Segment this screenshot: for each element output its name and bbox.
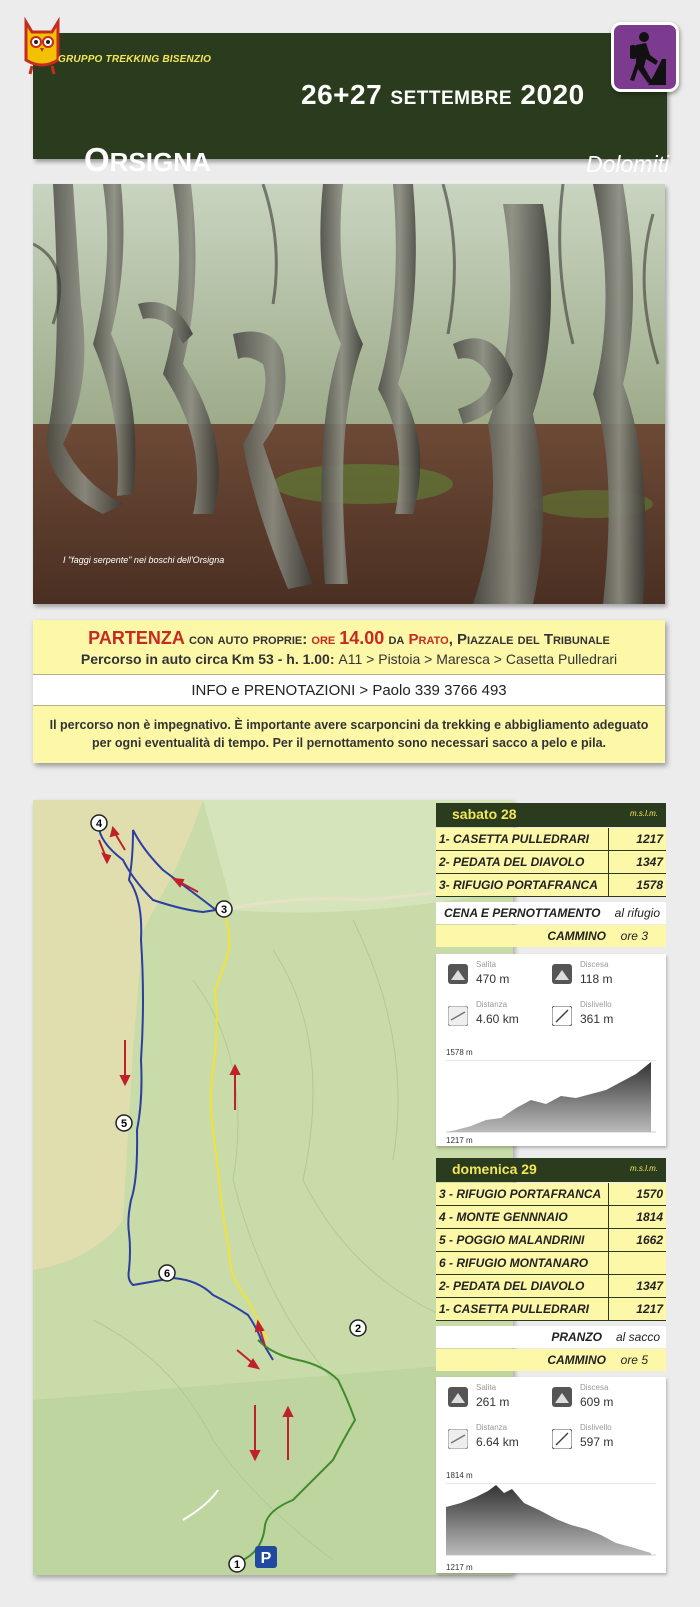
day2-header bbox=[436, 1158, 666, 1182]
distance-icon bbox=[448, 1006, 468, 1026]
map-marker-5 bbox=[116, 1115, 132, 1131]
day1-header bbox=[436, 803, 666, 827]
table-row: 5 - POGGIO MALANDRINI 1662 bbox=[436, 1229, 666, 1252]
walk-time-day2: CAMMINO ore 5 bbox=[436, 1349, 666, 1371]
table-row: 6 - RIFUGIO MONTANARO bbox=[436, 1252, 666, 1275]
table-row: 2- PEDATA DEL DIAVOLO 1347 bbox=[436, 851, 666, 874]
hiker-icon bbox=[614, 25, 676, 89]
svg-text:3: 3 bbox=[220, 904, 228, 916]
svg-text:5: 5 bbox=[120, 1118, 128, 1130]
map-marker-3 bbox=[216, 901, 232, 917]
dinner-info: CENA E PERNOTTAMENTO al rifugio bbox=[436, 902, 666, 924]
elevation-gain-icon bbox=[552, 1006, 572, 1026]
svg-text:4: 4 bbox=[95, 818, 103, 830]
descent-icon bbox=[552, 964, 572, 984]
day2-stats-card: Salita 261 m Discesa 609 m Distanza 6.64 km Dislivello 597 m 1814 m 1217 m bbox=[436, 1377, 666, 1573]
map-marker-1 bbox=[229, 1556, 245, 1572]
svg-text:1: 1 bbox=[233, 1559, 241, 1571]
svg-text:2: 2 bbox=[354, 1323, 362, 1335]
info-box bbox=[33, 620, 665, 763]
owl-logo-icon bbox=[18, 16, 66, 76]
table-row: 2- PEDATA DEL DIAVOLO 1347 bbox=[436, 1275, 666, 1298]
elevation-gain-icon bbox=[552, 1429, 572, 1449]
header-banner bbox=[33, 33, 670, 178]
elevation-unit: m.s.l.m. bbox=[630, 1164, 658, 1173]
svg-text:P: P bbox=[260, 1550, 272, 1567]
walk-time-day1: CAMMINO ore 3 bbox=[436, 925, 666, 947]
elevation-profile-day2 bbox=[446, 1483, 656, 1559]
elevation-profile-day1 bbox=[446, 1060, 656, 1136]
photo-caption: I "faggi serpente" nei boschi dell'Orsigna bbox=[63, 555, 225, 565]
svg-text:6: 6 bbox=[163, 1268, 171, 1280]
forest-photo bbox=[33, 184, 665, 604]
day1-stats-card: Salita 470 m Discesa 118 m Distanza 4.60 km Dislivello 361 m 1578 m 1217 m bbox=[436, 954, 666, 1146]
departure-line: PARTENZA con auto proprie: ore 14.00 da Prato, Piazzale del Tribunale bbox=[88, 628, 610, 648]
group-name: GRUPPO TREKKING BISENZIO bbox=[58, 54, 212, 65]
table-row: 4 - MONTE GENNNAIO 1814 bbox=[436, 1206, 666, 1229]
map-marker-4 bbox=[91, 815, 107, 831]
ascent-icon bbox=[448, 964, 468, 984]
trail-note: Il percorso non è impegnativo. È importante avere scarponcini da trekking e abbigliamento adeguato per ogni eventualità di tempo. Per il pernottamento sono necessari sacco a pelo e pila. bbox=[49, 718, 649, 750]
ascent-icon bbox=[448, 1387, 468, 1407]
map-marker-6 bbox=[159, 1265, 175, 1281]
distance-icon bbox=[448, 1429, 468, 1449]
car-route-line: Percorso in auto circa Km 53 - h. 1.00: A11 > Pistoia > Maresca > Casetta Pulledrari bbox=[80, 651, 618, 667]
descent-icon bbox=[552, 1387, 572, 1407]
elevation-unit: m.s.l.m. bbox=[630, 809, 658, 818]
bookings-bar bbox=[33, 674, 665, 706]
hiking-badge bbox=[611, 22, 679, 92]
table-row: 3- RIFUGIO PORTAFRANCA 1578 bbox=[436, 874, 666, 897]
region-label: Dolomiti bbox=[586, 151, 670, 177]
table-row: 1- CASETTA PULLEDRARI 1217 bbox=[436, 1298, 666, 1321]
event-date: 26+27 SETTEMBRE 2020 bbox=[301, 79, 585, 110]
day2-title: domenica 29 bbox=[452, 1161, 537, 1177]
day1-title: sabato 28 bbox=[452, 806, 517, 822]
lunch-info: PRANZO al sacco bbox=[436, 1326, 666, 1348]
table-row: 1- CASETTA PULLEDRARI 1217 bbox=[436, 828, 666, 851]
table-row: 3 - RIFUGIO PORTAFRANCA 1570 bbox=[436, 1183, 666, 1206]
parking-icon bbox=[255, 1546, 277, 1568]
page-title: ORSIGNA bbox=[84, 141, 211, 178]
map-marker-2 bbox=[350, 1320, 366, 1336]
bookings-contact: INFO e PRENOTAZIONI > Paolo 339 3766 493 bbox=[191, 682, 507, 699]
